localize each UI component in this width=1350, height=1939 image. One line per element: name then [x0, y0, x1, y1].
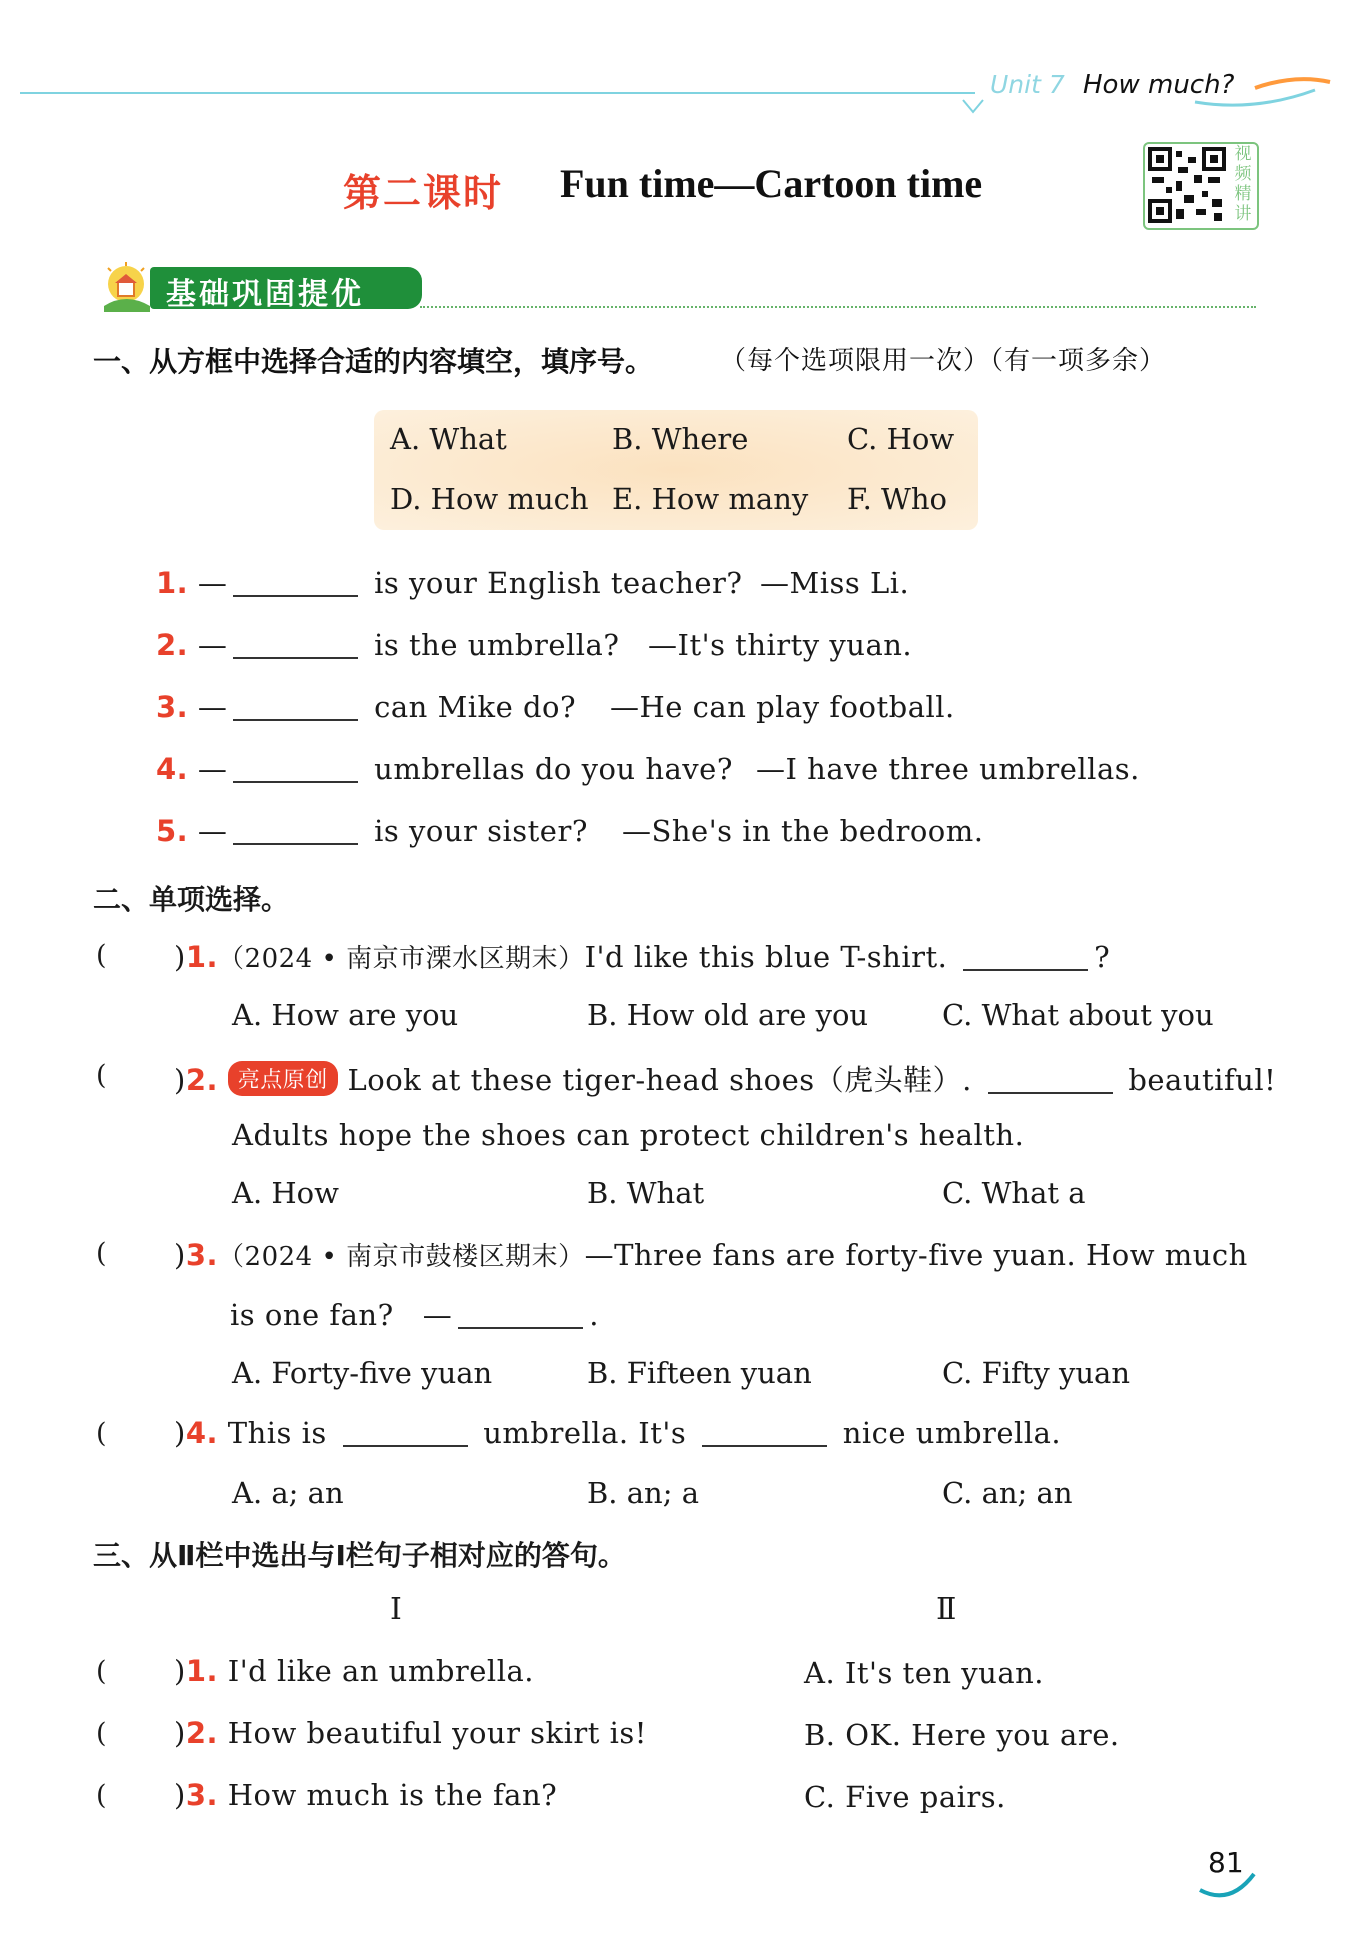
match-left-3: )3. How much is the fan? [174, 1778, 558, 1812]
mc3-option-a[interactable]: A. Forty-five yuan [232, 1356, 493, 1390]
fill-item-5: 5. — is your sister? [156, 814, 588, 848]
option-e: E. How many [612, 482, 809, 516]
mc-question-2-line2: Adults hope the shoes can protect children's health. [232, 1118, 1025, 1152]
answer-blank[interactable] [988, 1063, 1113, 1094]
part1-note: （每个选项限用一次）（有一项多余） [720, 346, 1167, 376]
section-rule [420, 306, 1256, 308]
answer-blank[interactable] [233, 628, 358, 659]
answer-paren[interactable]: ( [96, 940, 107, 971]
fill-answer-4: —I have three umbrellas. [756, 752, 1140, 786]
answer-paren[interactable]: ( [96, 1238, 107, 1269]
answer-paren[interactable]: ( [96, 1060, 107, 1091]
match-right-a: A. It's ten yuan. [804, 1656, 1045, 1690]
fill-answer-1: —Miss Li. [760, 566, 910, 600]
option-c: C. How [847, 422, 955, 456]
qr-label: 视 频 精 讲 [1234, 144, 1252, 224]
answer-blank[interactable] [233, 814, 358, 845]
answer-paren[interactable]: ( [96, 1780, 107, 1811]
answer-blank[interactable] [233, 752, 358, 783]
mc-question-3: )3.（2024 • 南京市鼓楼区期末）—Three fans are forty-five yuan. How much [174, 1238, 1248, 1272]
section-banner-text: 基础巩固提优 [166, 277, 364, 312]
match-left-2: )2. How beautiful your skirt is! [174, 1716, 647, 1750]
option-b: B. Where [612, 422, 749, 456]
column-1-header: Ⅰ [390, 1592, 402, 1627]
mc3-option-c[interactable]: C. Fifty yuan [942, 1356, 1131, 1390]
answer-blank[interactable] [343, 1416, 468, 1447]
answer-paren[interactable]: ( [96, 1418, 107, 1449]
option-f: F. Who [847, 482, 947, 516]
mc4-option-a[interactable]: A. a; an [232, 1476, 344, 1510]
answer-blank[interactable] [233, 690, 358, 721]
match-left-1: )1. I'd like an umbrella. [174, 1654, 534, 1688]
highlight-badge: 亮点原创 [228, 1061, 338, 1096]
page-number: 81 [1208, 1846, 1244, 1879]
part3-heading: 三、从Ⅱ栏中选出与Ⅰ栏句子相对应的答句。 [93, 1539, 626, 1572]
mc-question-1: )1.（2024 • 南京市溧水区期末）I'd like this blue T-shirt. ? [174, 940, 1111, 974]
answer-blank[interactable] [458, 1298, 583, 1329]
option-a: A. What [390, 422, 507, 456]
mc1-option-b[interactable]: B. How old are you [587, 998, 869, 1032]
mc3-option-b[interactable]: B. Fifteen yuan [587, 1356, 812, 1390]
fill-item-3: 3. — can Mike do? [156, 690, 577, 724]
header-rule [20, 92, 975, 94]
part2-heading: 二、单项选择。 [93, 883, 290, 916]
fill-answer-3: —He can play football. [610, 690, 955, 724]
mc-question-4: )4. This is umbrella. It's nice umbrella. [174, 1416, 1062, 1450]
mc-question-2: )2. 亮点原创 Look at these tiger-head shoes（虎头鞋）. beautiful! [174, 1063, 1277, 1097]
answer-paren[interactable]: ( [96, 1656, 107, 1687]
mc-question-3-line2: is one fan? — . [230, 1298, 600, 1332]
fill-item-2: 2. — is the umbrella? [156, 628, 620, 662]
answer-paren[interactable]: ( [96, 1718, 107, 1749]
fill-answer-2: —It's thirty yuan. [648, 628, 913, 662]
unit-title: How much? [1083, 70, 1235, 100]
lesson-title-en: Fun time—Cartoon time [560, 161, 983, 206]
match-right-b: B. OK. Here you are. [804, 1718, 1120, 1752]
option-d: D. How much [390, 482, 589, 516]
fill-item-4: 4. — umbrellas do you have? [156, 752, 733, 786]
column-2-header: Ⅱ [936, 1592, 957, 1627]
part1-heading: 一、从方框中选择合适的内容填空，填序号。 [93, 345, 654, 378]
unit-label: Unit 7 [990, 70, 1065, 99]
mc2-option-b[interactable]: B. What [587, 1176, 705, 1210]
answer-blank[interactable] [702, 1416, 827, 1447]
answer-blank[interactable] [233, 566, 358, 597]
fill-answer-5: —She's in the bedroom. [622, 814, 984, 848]
mc4-option-c[interactable]: C. an; an [942, 1476, 1073, 1510]
qr-code[interactable] [1143, 142, 1259, 230]
answer-blank[interactable] [963, 940, 1088, 971]
lesson-title-cn: 第二课时 [343, 170, 504, 215]
mc1-option-c[interactable]: C. What about you [942, 998, 1214, 1032]
mc2-option-a[interactable]: A. How [232, 1176, 339, 1210]
mc1-option-a[interactable]: A. How are you [232, 998, 459, 1032]
match-right-c: C. Five pairs. [804, 1780, 1006, 1814]
mc4-option-b[interactable]: B. an; a [587, 1476, 699, 1510]
sun-house-icon [96, 262, 158, 314]
mc2-option-c[interactable]: C. What a [942, 1176, 1086, 1210]
fill-item-1: 1. — is your English teacher? [156, 566, 743, 600]
page-swoosh-icon [1196, 1866, 1266, 1906]
qr-code-icon [1148, 147, 1228, 225]
